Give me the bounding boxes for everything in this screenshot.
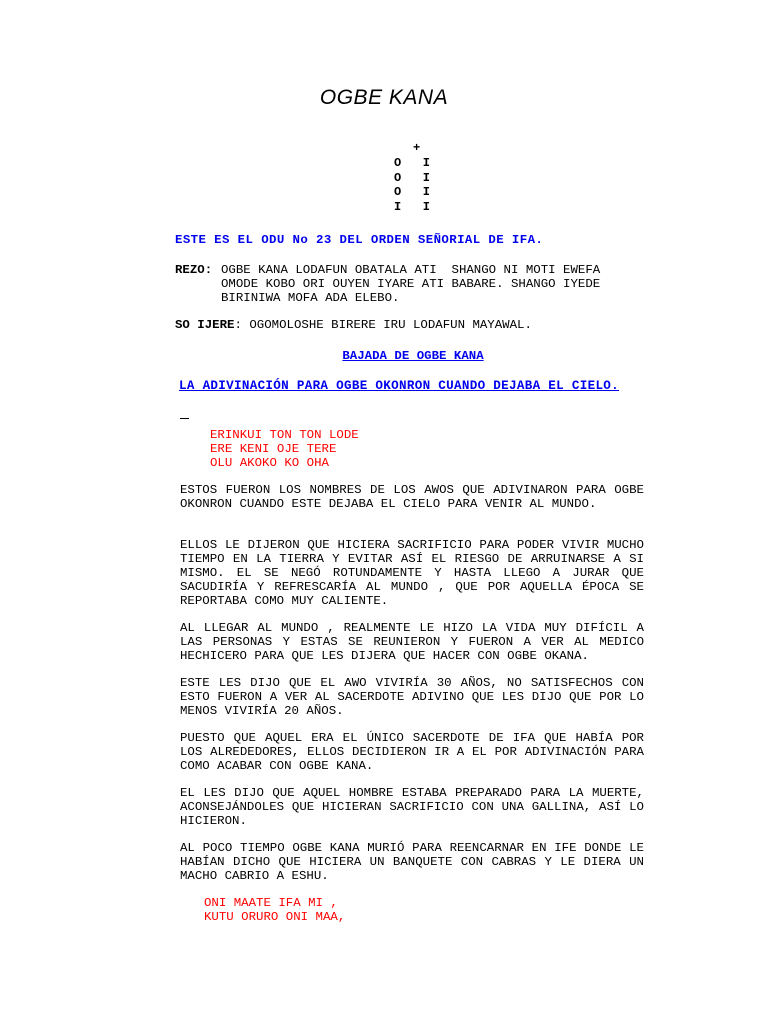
verse-line: KUTU ORURO ONI MAA, bbox=[204, 910, 346, 924]
rezo-line: OGBE KANA LODAFUN OBATALA ATI SHANGO NI MOTI EWEFA bbox=[221, 263, 601, 277]
rezo-line: OMODE KOBO ORI OUYEN IYARE ATI BABARE. SHANGO IYEDE bbox=[221, 277, 601, 291]
verse-line: ONI MAATE IFA MI , bbox=[204, 896, 338, 910]
so-ijere-line bbox=[175, 318, 532, 332]
odu-sign-row: O I bbox=[394, 185, 431, 199]
dash-mark bbox=[180, 418, 189, 419]
odu-sign-top-mark: + bbox=[413, 141, 421, 155]
rezo-label: REZO: bbox=[175, 263, 213, 277]
so-ijere-label: SO IJERE bbox=[175, 318, 235, 332]
odu-sign-row: O I bbox=[394, 156, 431, 170]
body-paragraph: ELLOS LE DIJERON QUE HICIERA SACRIFICIO PARA PODER VIVIR MUCHO TIEMPO EN LA TIERRA Y EVITAR ASÍ EL RIESGO DE ARRUINARSE A SI MISMO. EL SE NEGÓ ROTUNDAMENTE Y HASTA LLEGO A JURAR QUE SACUDIRÍA Y REFRESCARÍA AL MUNDO , QUE POR AQUELLA ÉPOCA SE REPORTABA COMO MUY CALIENTE. bbox=[180, 538, 644, 608]
body-paragraph: EL LES DIJO QUE AQUEL HOMBRE ESTABA PREPARADO PARA LA MUERTE, ACONSEJÁNDOLES QUE HICIERAN SACRIFICIO CON UNA GALLINA, ASÍ LO HICIERON. bbox=[180, 786, 644, 828]
body-paragraph: ESTE LES DIJO QUE EL AWO VIVIRÍA 30 AÑOS, NO SATISFECHOS CON ESTO FUERON A VER AL SACERDOTE ADIVINO QUE LES DIJO QUE POR LO MENOS VIVIRÍA 20 AÑOS. bbox=[180, 676, 644, 718]
odu-sign bbox=[394, 156, 430, 214]
body-paragraph: AL LLEGAR AL MUNDO , REALMENTE LE HIZO LA VIDA MUY DIFÍCIL A LAS PERSONAS Y ESTAS SE REUNIERON Y FUERON A VER AL MEDICO HECHICERO PARA QUE LES DIJERA QUE HACER CON OGBE OKANA. bbox=[180, 621, 644, 663]
verse-line: ERE KENI OJE TERE bbox=[210, 442, 337, 456]
page-title: OGBE KANA bbox=[319, 86, 449, 109]
verse-line: ERINKUI TON TON LODE bbox=[210, 428, 359, 442]
odu-sign-row: I I bbox=[394, 199, 431, 214]
section-subtitle-link[interactable]: LA ADIVINACIÓN PARA OGBE OKONRON CUANDO DEJABA EL CIELO. bbox=[179, 379, 620, 393]
section-title-row bbox=[0, 349, 768, 363]
so-ijere-text: : OGOMOLOSHE BIRERE IRU LODAFUN MAYAWAL. bbox=[234, 318, 532, 332]
rezo-line: BIRINIWA MOFA ADA ELEBO. bbox=[221, 291, 400, 305]
section-title-link[interactable]: BAJADA DE OGBE KANA bbox=[342, 349, 484, 363]
verse-line: OLU AKOKO KO OHA bbox=[210, 456, 329, 470]
odu-sign-row: O I bbox=[394, 170, 431, 185]
intro-line: ESTE ES EL ODU No 23 DEL ORDEN SEÑORIAL DE IFA. bbox=[175, 233, 544, 247]
body-paragraph: ESTOS FUERON LOS NOMBRES DE LOS AWOS QUE ADIVINARON PARA OGBE OKONRON CUANDO ESTE DEJABA EL CIELO PARA VENIR AL MUNDO. bbox=[180, 483, 644, 511]
body-paragraph: AL POCO TIEMPO OGBE KANA MURIÓ PARA REENCARNAR EN IFE DONDE LE HABÍAN DICHO QUE HICIERA UN BANQUETE CON CABRAS Y LE DIERA UN MACHO CABRIO A ESHU. bbox=[180, 841, 644, 883]
body-paragraph: PUESTO QUE AQUEL ERA EL ÚNICO SACERDOTE DE IFA QUE HABÍA POR LOS ALREDEDORES, ELLOS DECIDIERON IR A EL POR ADIVINACIÓN PARA COMO ACABAR CON OGBE KANA. bbox=[180, 731, 644, 773]
